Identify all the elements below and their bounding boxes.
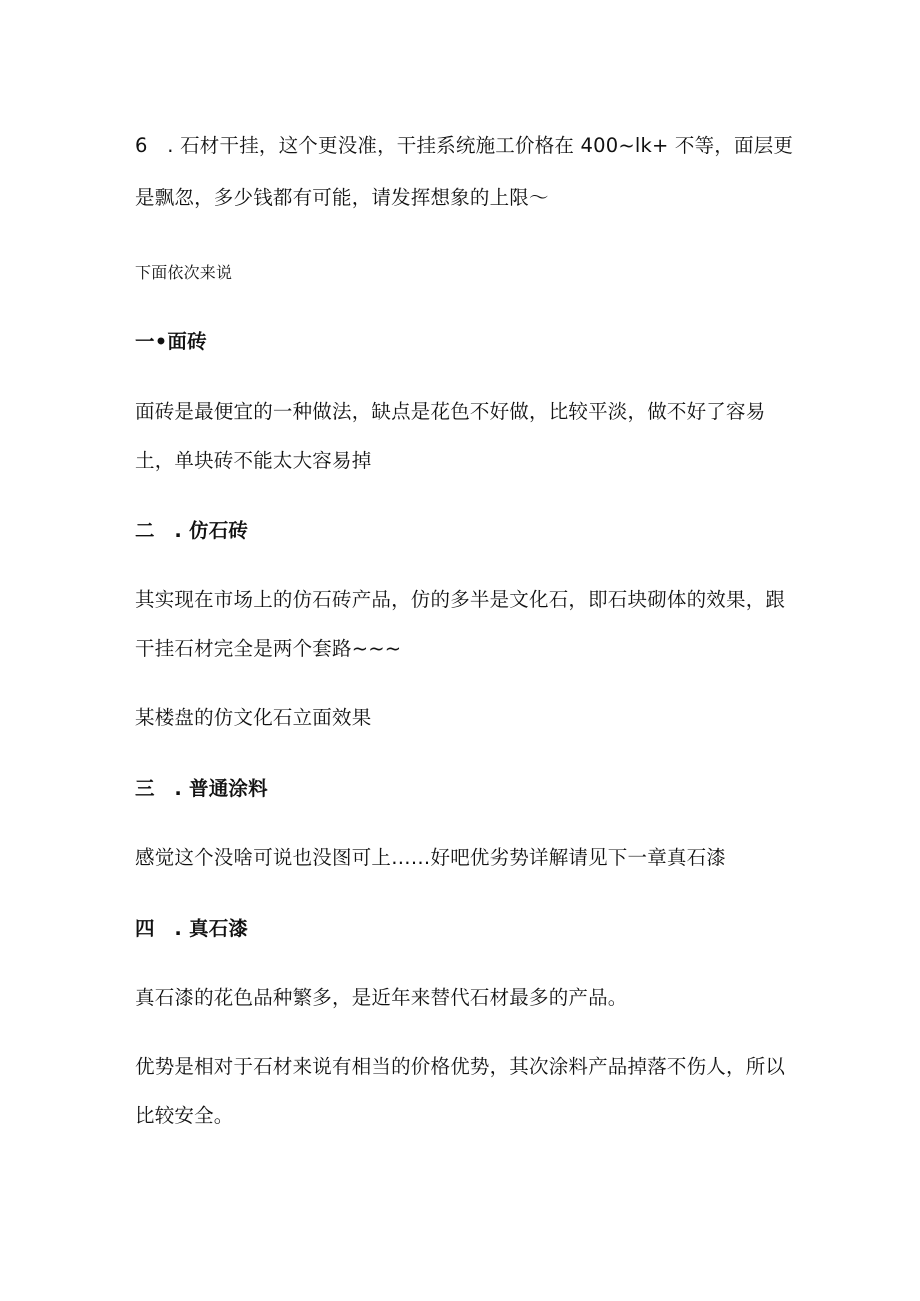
section-3-heading: 三 . 普通涂料 [135,777,268,800]
paragraph-6-line-1: 6 . 石材干挂，这个更没准，干挂系统施工价格在 400~lk+ 不等，面层更 [135,134,794,157]
intro-text: 下面依次来说 [135,263,233,282]
section-4-para-2-line-2: 比较安全。 [135,1104,234,1127]
section-4-line-1: 真石漆的花色品种繁多，是近年来替代石材最多的产品。 [135,986,628,1009]
section-4-para-2-line-1: 优势是相对于石材来说有相当的价格优势，其次涂料产品掉落不伤人，所以 [135,1055,786,1078]
section-1-heading: 一•面砖 [135,330,207,353]
section-1-line-2: 土，单块砖不能太大容易掉 [135,449,372,472]
section-3-line-1: 感觉这个没啥可说也没图可上……好吧优劣势详解请见下一章真石漆 [135,846,727,869]
section-1-line-1: 面砖是最便宜的一种做法，缺点是花色不好做，比较平淡，做不好了容易 [135,400,766,423]
section-2-line-2: 干挂石材完全是两个套路~~~ [135,637,402,660]
paragraph-6-line-2: 是飘忽，多少钱都有可能，请发挥想象的上限～ [135,186,549,209]
section-2-heading: 二 . 仿石砖 [135,519,249,542]
section-4-heading: 四 . 真石漆 [135,917,249,940]
section-2-caption: 某楼盘的仿文化石立面效果 [135,706,372,729]
section-2-line-1: 其实现在市场上的仿石砖产品，仿的多半是文化石，即石块砌体的效果，跟 [135,588,786,611]
